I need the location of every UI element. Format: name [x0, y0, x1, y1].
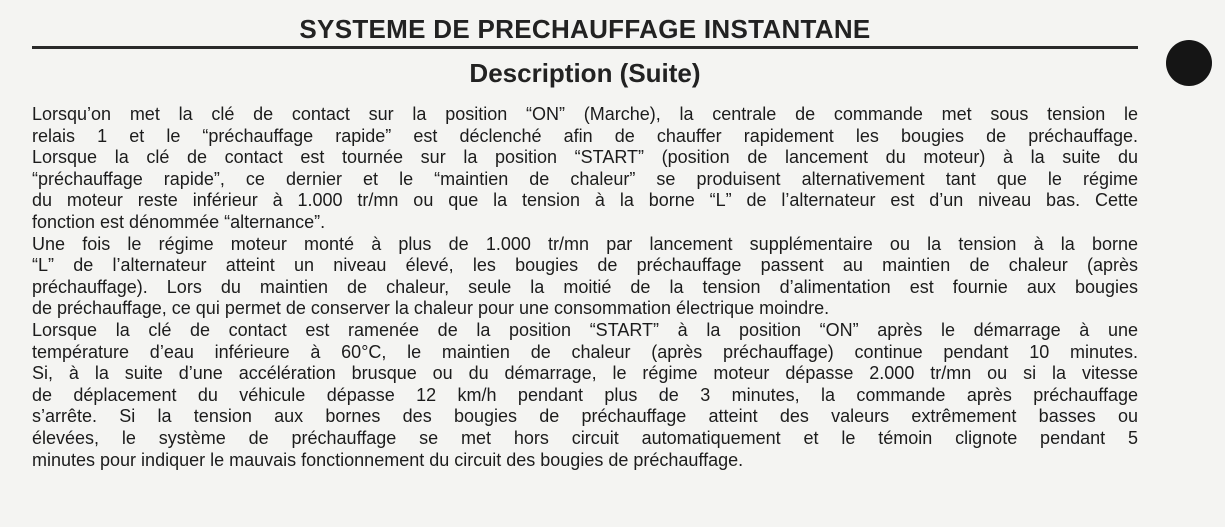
text-line: “préchauffage rapide”, ce dernier et le “maintien de chaleur” se produisent alternativement tant que le régime	[32, 168, 1138, 189]
title-rule	[32, 46, 1138, 49]
text-line: “L” de l’alternateur atteint un niveau élevé, les bougies de préchauffage passent au maintien de chaleur (après	[32, 255, 1138, 276]
page-title: SYSTEME DE PRECHAUFFAGE INSTANTANE	[299, 14, 871, 44]
text-line: élevées, le système de préchauffage se met hors circuit automatiquement et le témoin clignote pendant 5	[32, 427, 1138, 448]
text-line: de déplacement du véhicule dépasse 12 km/h pendant plus de 3 minutes, la commande après préchauffage	[32, 384, 1138, 405]
text-line: Une fois le régime moteur monté à plus de 1.000 tr/mn par lancement supplémentaire ou la tension à la borne	[32, 233, 1138, 254]
section-marker-dot	[1166, 40, 1212, 86]
text-line: minutes pour indiquer le mauvais fonctionnement du circuit des bougies de préchauffage.	[32, 449, 744, 470]
text-line: relais 1 et le “préchauffage rapide” est déclenché afin de chauffer rapidement les bougies de préchauffage.	[32, 125, 1138, 146]
text-line: s’arrête. Si la tension aux bornes des bougies de préchauffage atteint des valeurs extrêmement basses ou	[32, 406, 1138, 427]
text-line: température d’eau inférieure à 60°C, le maintien de chaleur (après préchauffage) continue pendant 10 minutes.	[32, 341, 1138, 362]
text-line: préchauffage). Lors du maintien de chaleur, seule la moitié de la tension d’alimentation est fournie aux bougies	[32, 276, 1138, 297]
section-heading: Description (Suite)	[469, 58, 701, 88]
body-text	[32, 104, 1138, 471]
text-line: fonction est dénommée “alternance”.	[32, 211, 326, 232]
text-line: Lorsque la clé de contact est ramenée de la position “START” à la position “ON” après le démarrage à une	[32, 319, 1138, 340]
text-line: Lorsque la clé de contact est tournée sur la position “START” (position de lancement du moteur) à la suite du	[32, 147, 1138, 168]
text-line: de préchauffage, ce qui permet de conserver la chaleur pour une consommation électrique moindre.	[32, 298, 830, 319]
text-line: du moteur reste inférieur à 1.000 tr/mn ou que la tension à la borne “L” de l’alternateur est d’un niveau bas. Cette	[32, 190, 1138, 211]
text-line: Lorsqu’on met la clé de contact sur la position “ON” (Marche), la centrale de commande met sous tension le	[32, 104, 1138, 124]
text-line: Si, à la suite d’une accélération brusque ou du démarrage, le régime moteur dépasse 2.000 tr/mn ou si la vitesse	[32, 363, 1138, 384]
